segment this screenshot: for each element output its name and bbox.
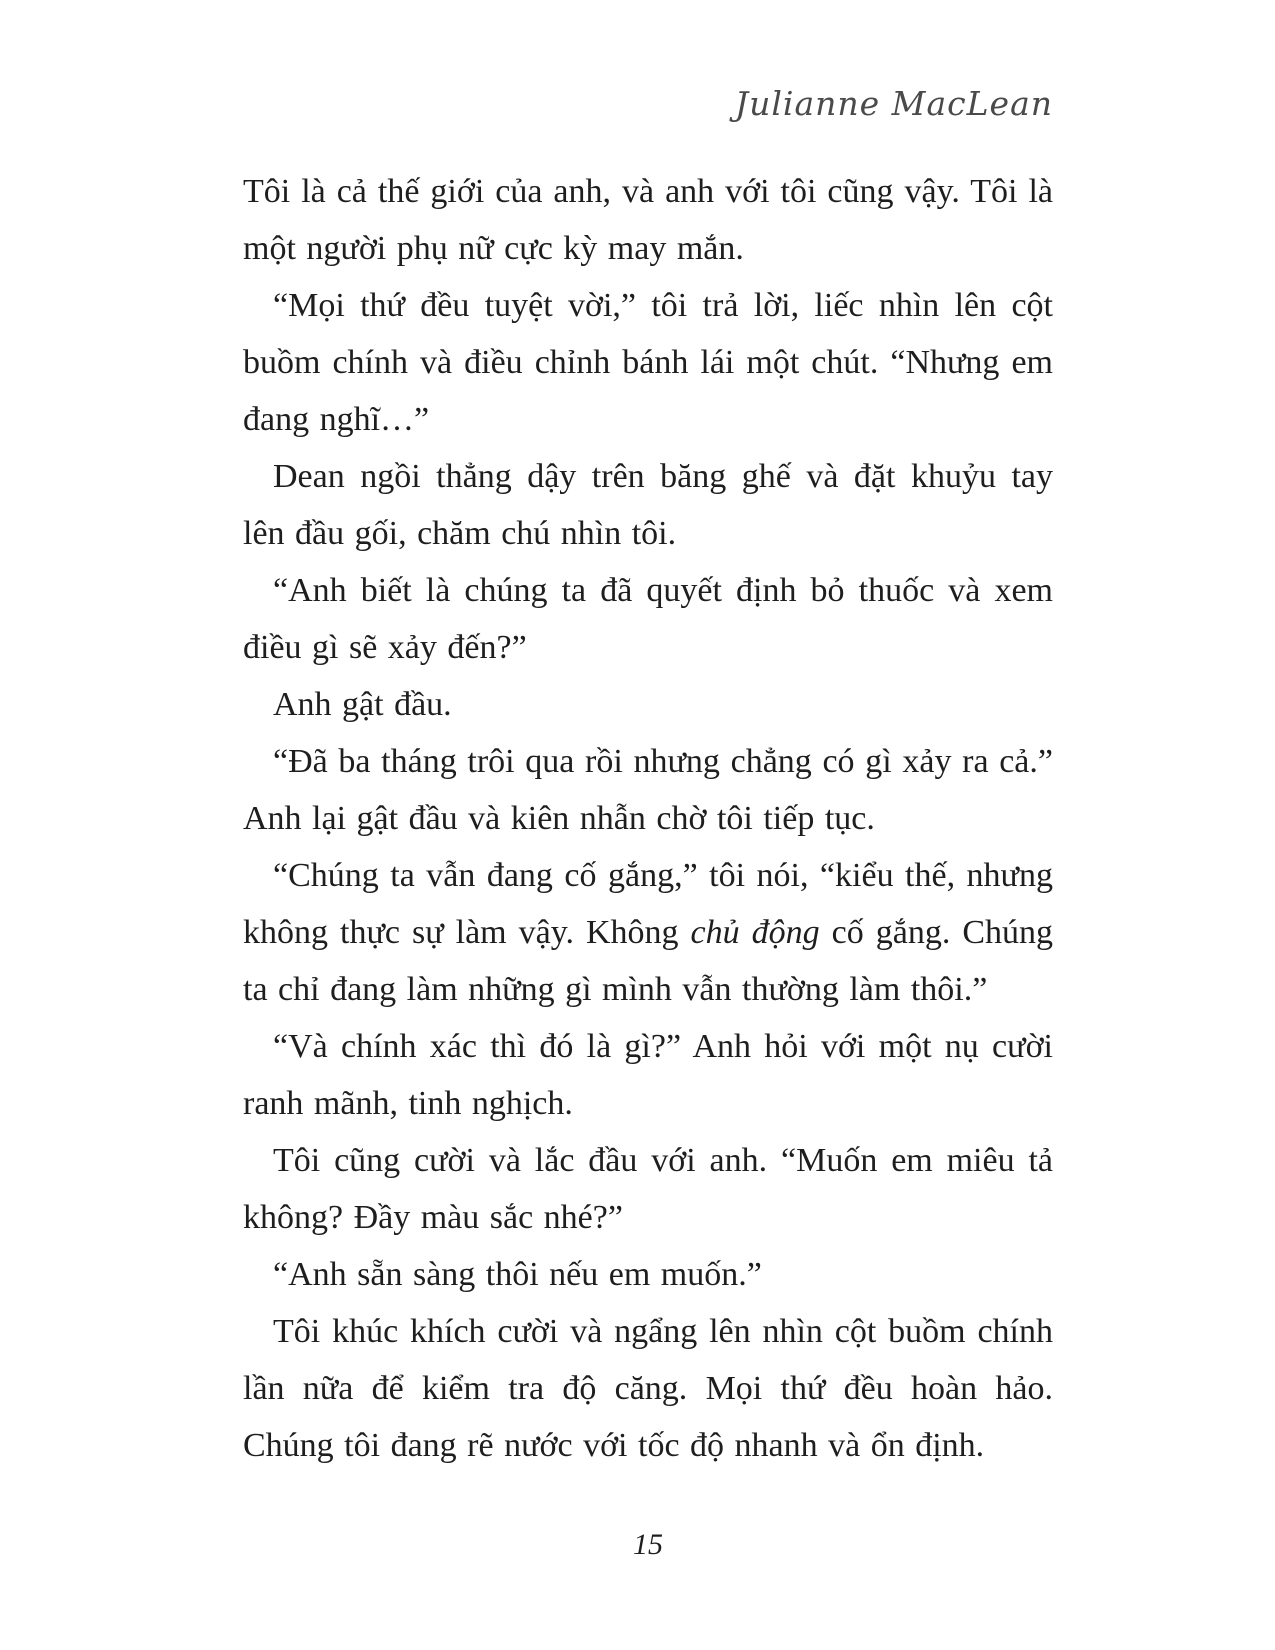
text-run: “Anh biết là chúng ta đã quyết định bỏ thuốc và xem điều gì sẽ xảy đến?” [243,572,1053,666]
text-run: “Và chính xác thì đó là gì?” Anh hỏi với một nụ cười ranh mãnh, tinh nghịch. [243,1028,1053,1122]
text-run: Tôi khúc khích cười và ngẩng lên nhìn cột buồm chính lần nữa để kiểm tra độ căng. Mọi thứ đều hoàn hảo. Chúng tôi đang rẽ nước với tốc độ nhanh và ổn định. [243,1313,1053,1464]
page-footer [243,1528,1053,1562]
author-name: Julianne MacLean [734,84,1053,123]
body-paragraph [243,1246,1053,1303]
body-paragraph [243,1132,1053,1246]
text-run: “Đã ba tháng trôi qua rồi nhưng chẳng có gì xảy ra cả.” Anh lại gật đầu và kiên nhẫn chờ tôi tiếp tục. [243,743,1053,837]
body-paragraph [243,847,1053,1018]
text-run: Tôi là cả thế giới của anh, và anh với tôi cũng vậy. Tôi là một người phụ nữ cực kỳ may mắn. [243,173,1053,267]
text-run: “Anh sẵn sàng thôi nếu em muốn.” [273,1256,762,1293]
running-header [735,84,1053,123]
body-paragraph [243,277,1053,448]
body-paragraph [243,1018,1053,1132]
body-paragraph [243,448,1053,562]
text-run: “Mọi thứ đều tuyệt vời,” tôi trả lời, liếc nhìn lên cột buồm chính và điều chỉnh bánh lái một chút. “Nhưng em đang nghĩ…” [243,287,1053,438]
body-paragraph [243,676,1053,733]
italic-text-run: chủ động [690,914,820,951]
paragraph-list [243,163,1053,1474]
body-paragraph [243,1303,1053,1474]
body-paragraph [243,733,1053,847]
text-run: cố gắng. Chúng ta chỉ đang làm những gì mình vẫn thường làm thôi.” [243,914,1053,1008]
text-run: Anh gật đầu. [273,686,452,723]
text-run: Dean ngồi thẳng dậy trên băng ghế và đặt khuỷu tay lên đầu gối, chăm chú nhìn tôi. [243,458,1053,552]
page-number: 15 [633,1528,663,1561]
text-run: Tôi cũng cười và lắc đầu với anh. “Muốn em miêu tả không? Đầy màu sắc nhé?” [243,1142,1053,1236]
page-body [243,163,1053,1474]
text-run: “Chúng ta vẫn đang cố gắng,” tôi nói, “kiểu thế, nhưng không thực sự làm vậy. Không [243,857,1053,951]
body-paragraph [243,562,1053,676]
body-paragraph [243,163,1053,277]
